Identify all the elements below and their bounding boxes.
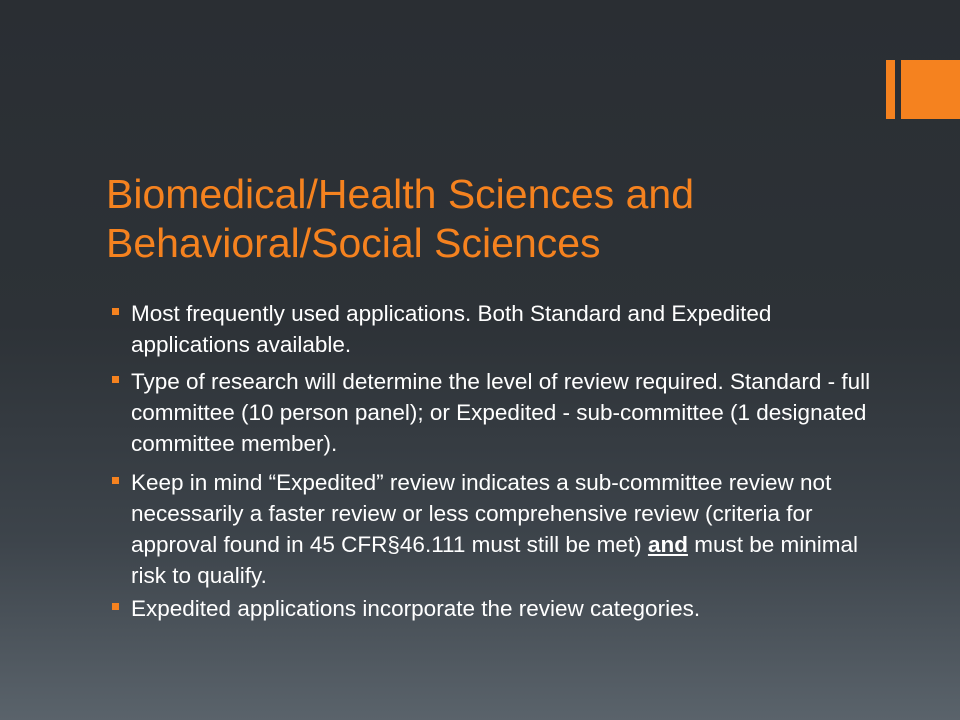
accent-bar-thin [886, 60, 895, 119]
bullet-square-icon [112, 376, 119, 383]
bullet-item [112, 593, 872, 624]
title-line-2: Behavioral/Social Sciences [106, 220, 601, 266]
accent-bar-thick [901, 60, 960, 119]
bullet-square-icon [112, 308, 119, 315]
bullet-item [112, 298, 872, 360]
bullet-text: Most frequently used applications. Both Standard and Expedited applications available. [131, 301, 772, 357]
title-line-1: Biomedical/Health Sciences and [106, 171, 694, 217]
bullet-text: Keep in mind “Expedited” review indicates a sub-committee review not necessarily a faster review or less comprehensive review (criteria for approval found in 45 CFR§46.111 must still be met) [131, 470, 832, 557]
bullet-square-icon [112, 603, 119, 610]
bullet-item [112, 467, 872, 591]
slide-title [106, 170, 866, 268]
bullet-text: Expedited applications incorporate the review categories. [131, 596, 701, 621]
bullet-square-icon [112, 477, 119, 484]
bullet-text-after: must be minimal risk to qualify. [131, 532, 858, 588]
bullet-text: Type of research will determine the level of review required. Standard - full committee (10 person panel); or Expedited - sub-committee (1 designated committee member). [131, 369, 871, 456]
bullet-item [112, 366, 872, 459]
bullet-list [112, 298, 872, 624]
bullet-emphasis: and [647, 532, 688, 557]
